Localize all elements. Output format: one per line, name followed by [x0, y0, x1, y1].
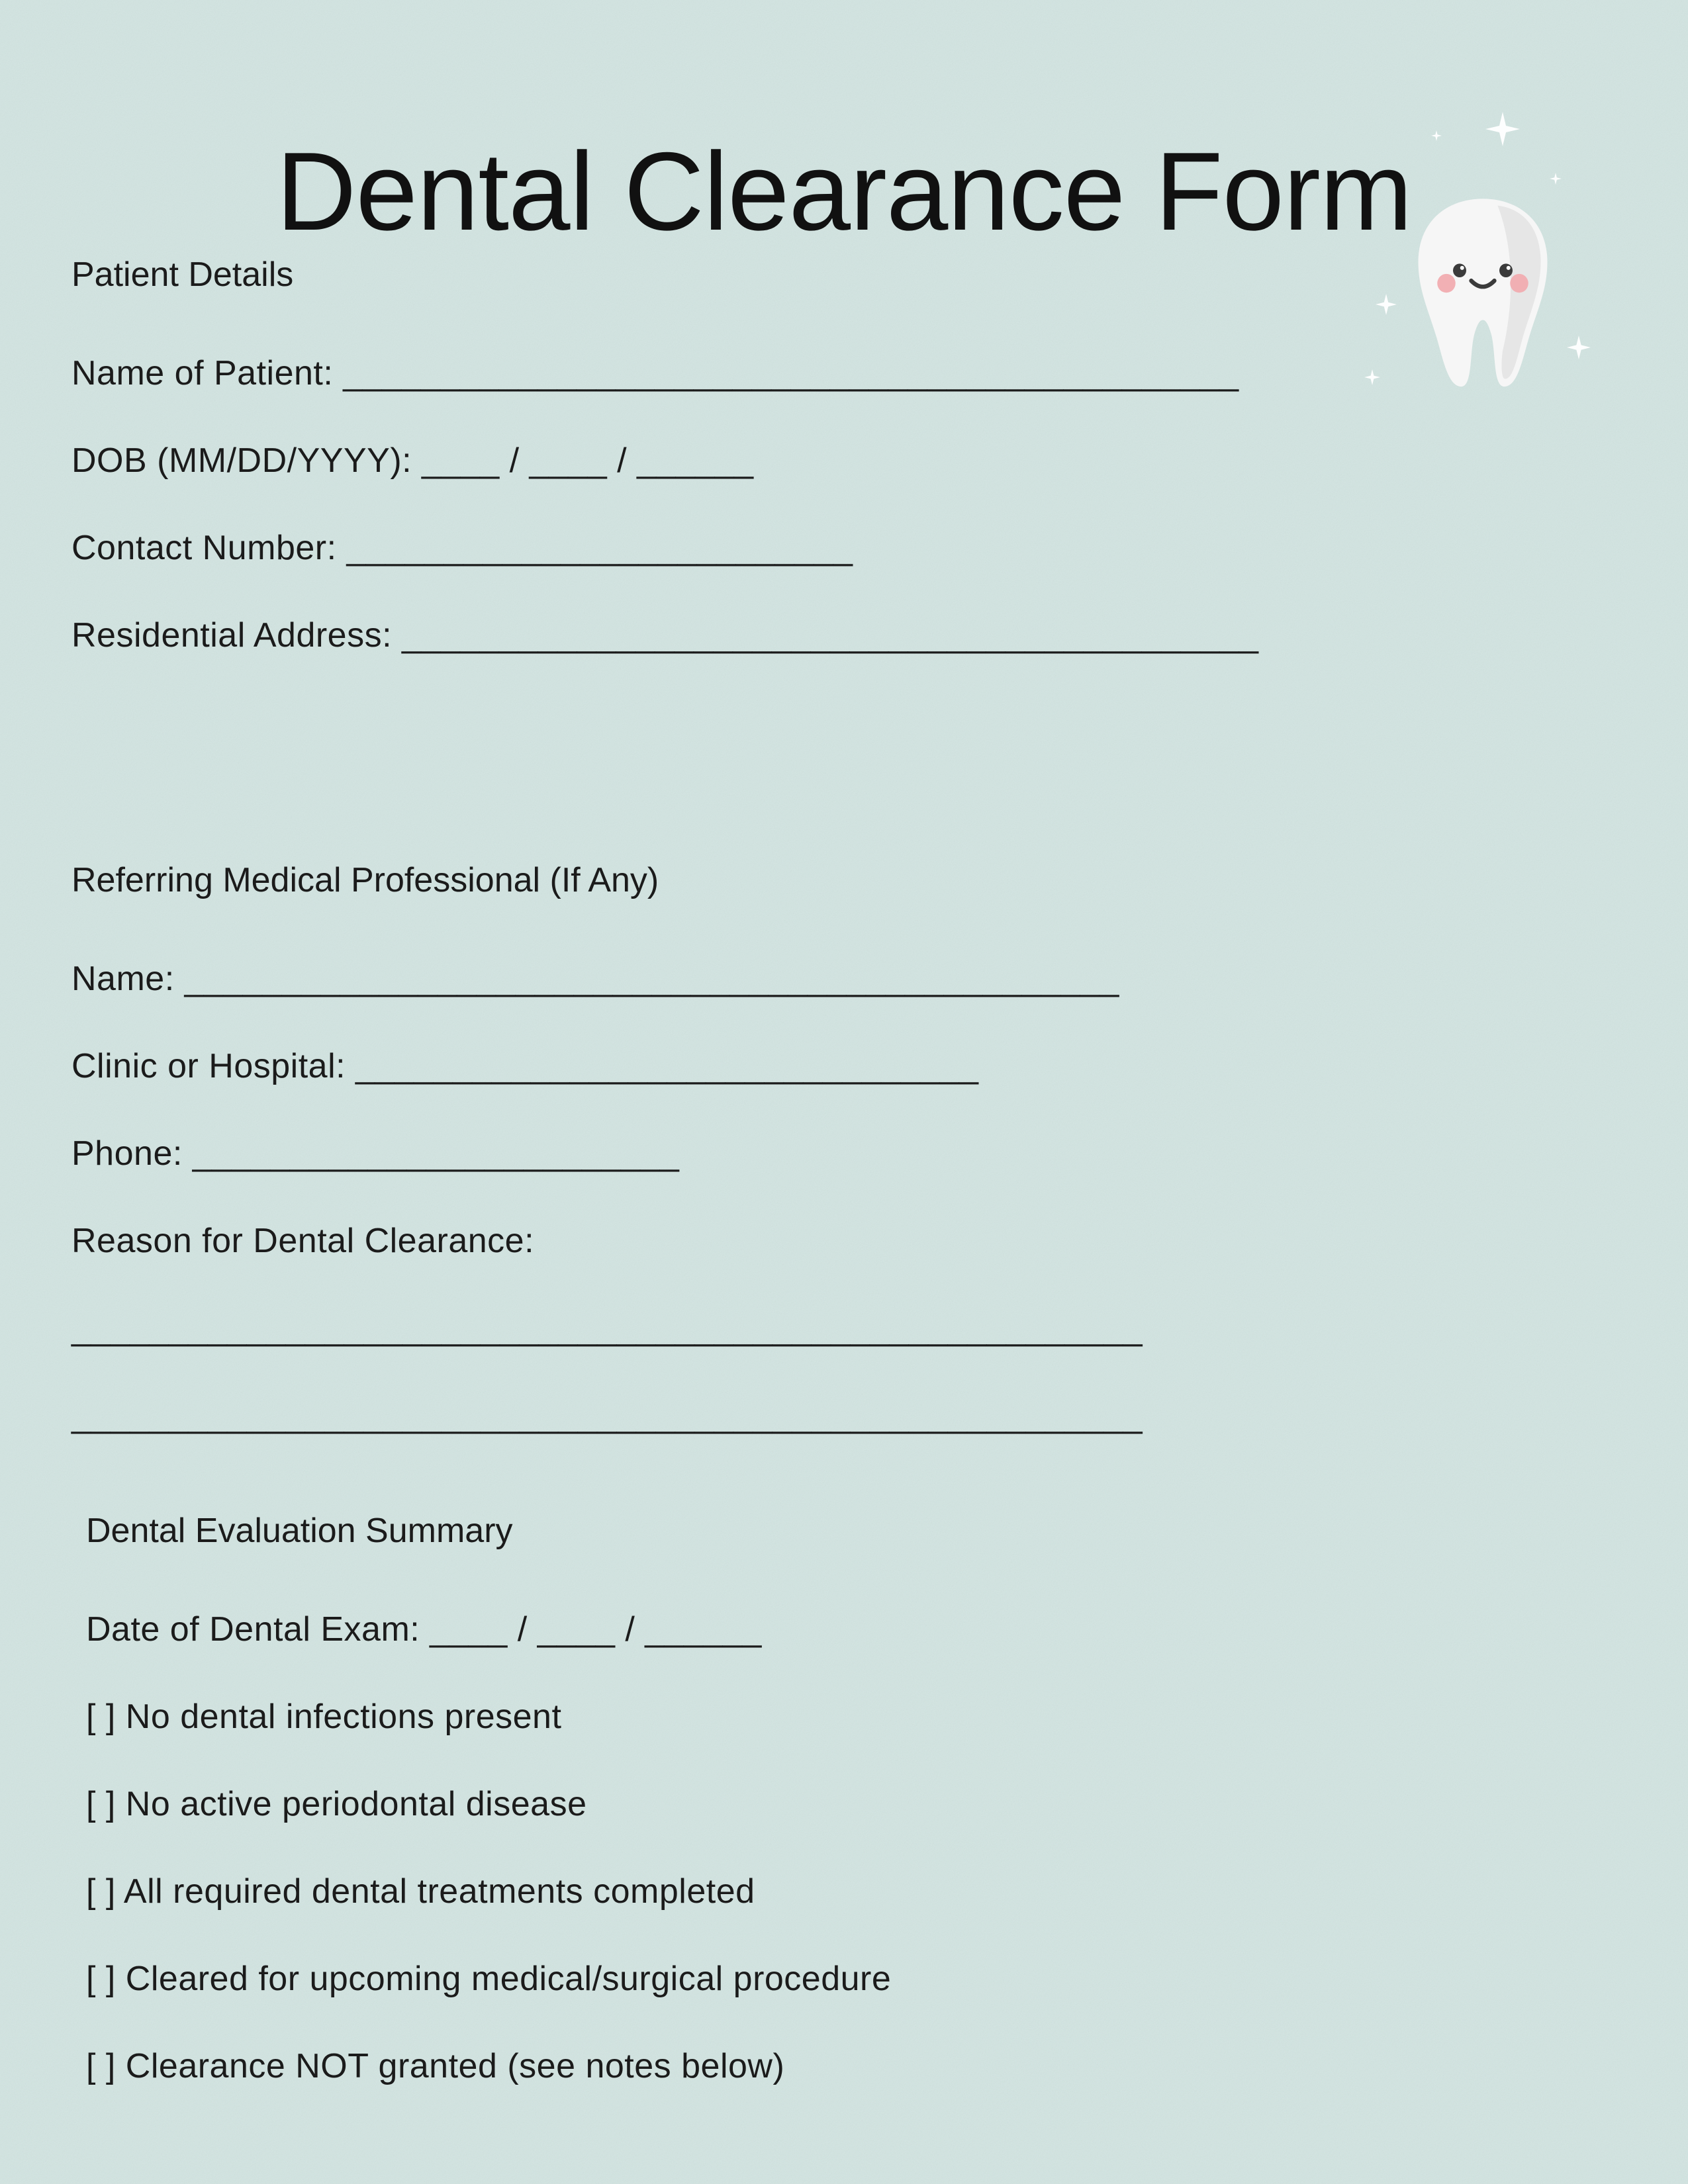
sparkle-icon [1364, 369, 1380, 385]
section-heading: Dental Evaluation Summary [86, 1512, 513, 1550]
tooth-right-eye [1499, 263, 1513, 277]
form-line-reason-label: Reason for Dental Clearance: [71, 1222, 535, 1260]
checkbox-line-no-periodontal-disease: [ ] No active periodontal disease [86, 1785, 587, 1823]
form-line-clinic-hospital: Clinic or Hospital: ________________________________ [71, 1047, 979, 1085]
form-line-dob: DOB (MM/DD/YYYY): ____ / ____ / ______ [71, 441, 754, 480]
section-referring-professional [71, 862, 1143, 1485]
form-line-referrer-phone: Phone: _________________________ [71, 1134, 680, 1173]
checkbox-line-treatments-completed: [ ] All required dental treatments completed [86, 1872, 755, 1911]
sparkle-icon [1376, 294, 1397, 315]
form-line-residential-address: Residential Address: ____________________________________________ [71, 616, 1259, 655]
section-heading: Referring Medical Professional (If Any) [71, 861, 659, 899]
sparkle-icon [1567, 336, 1591, 359]
sparkle-icon [1431, 130, 1442, 141]
form-line-referrer-name: Name: ________________________________________________ [71, 960, 1119, 998]
page-title: Dental Clearance Form [276, 128, 1412, 253]
tooth-mascot-icon [1337, 99, 1615, 430]
tooth-left-eye [1453, 263, 1466, 277]
section-heading: Patient Details [71, 255, 294, 294]
tooth-left-cheek [1437, 274, 1456, 293]
section-patient-details [71, 257, 1258, 705]
sparkle-icon [1485, 112, 1520, 146]
form-blank-line: _______________________________________________________ [71, 1309, 1143, 1347]
form-line-exam-date: Date of Dental Exam: ____ / ____ / ______ [86, 1610, 762, 1649]
checkbox-line-cleared-for-procedure: [ ] Cleared for upcoming medical/surgical procedure [86, 1960, 892, 1998]
form-line-name-of-patient: Name of Patient: ______________________________________________ [71, 354, 1239, 392]
section-dental-evaluation [86, 1513, 891, 2136]
tooth-body [1419, 199, 1548, 387]
checkbox-line-clearance-not-granted: [ ] Clearance NOT granted (see notes below) [86, 2047, 785, 2085]
tooth-right-cheek [1510, 274, 1528, 293]
form-blank-line: _______________________________________________________ [71, 1396, 1143, 1435]
sparkle-icon [1550, 173, 1562, 185]
checkbox-line-no-infections: [ ] No dental infections present [86, 1698, 562, 1736]
tooth-mascot-illustration [1337, 99, 1615, 430]
form-line-contact-number: Contact Number: __________________________ [71, 529, 853, 567]
